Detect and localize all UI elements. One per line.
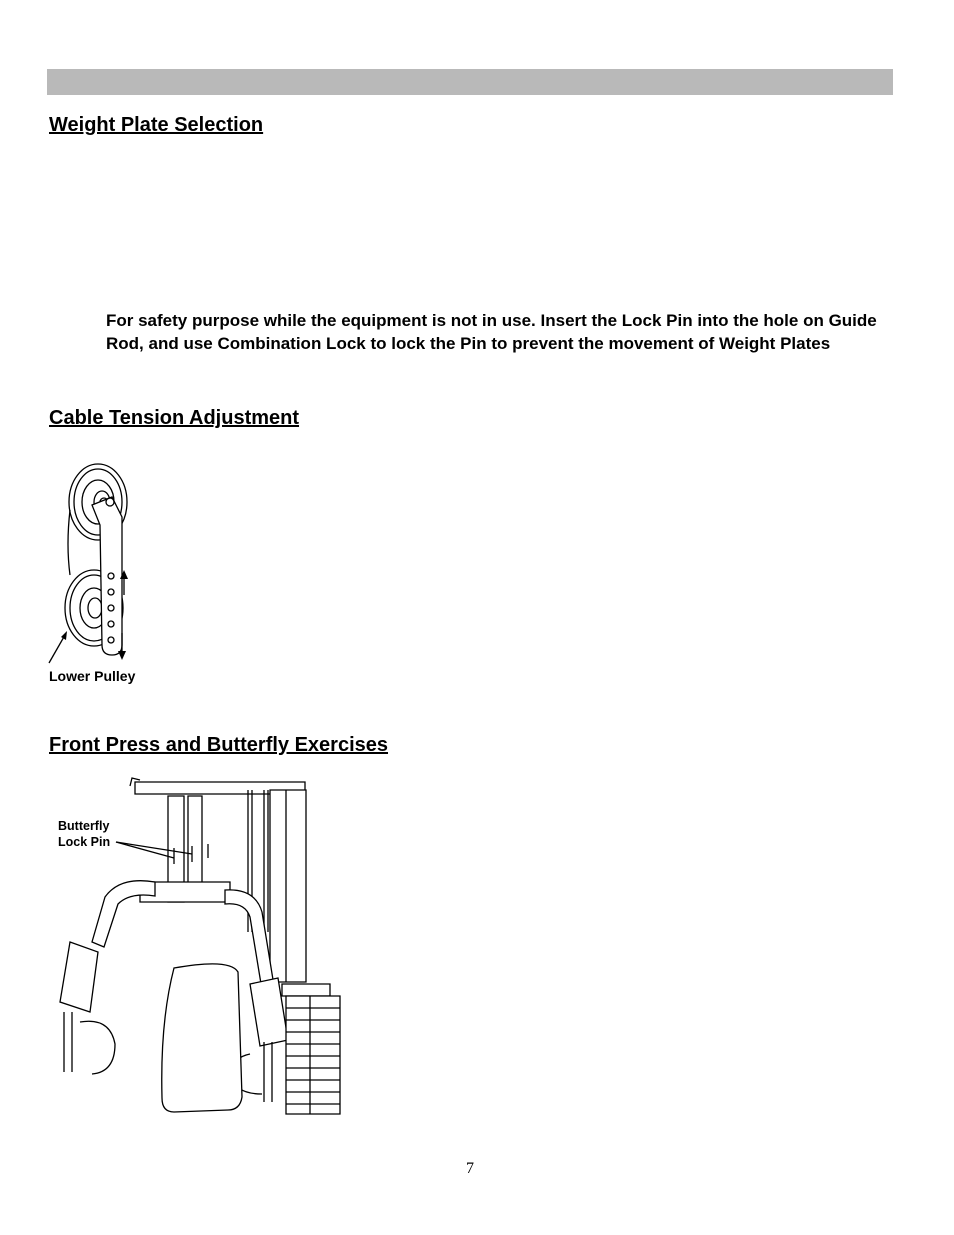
header-bar xyxy=(47,69,893,95)
butterfly-label-line1: Butterfly xyxy=(58,819,110,833)
butterfly-label-line2: Lock Pin xyxy=(58,835,111,849)
heading-front-press-butterfly: Front Press and Butterfly Exercises xyxy=(49,734,389,756)
safety-note: For safety purpose while the equipment is not in use. Insert the Lock Pin into the hole on Guide Rod, and use Combination Lock to lock the Pin to prevent the movement of Weight Plates xyxy=(106,311,877,353)
lower-pulley-label: Lower Pulley xyxy=(49,668,136,684)
page-number: 7 xyxy=(466,1160,474,1177)
heading-weight-plate-selection: Weight Plate Selection xyxy=(49,114,264,136)
heading-cable-tension-adjustment: Cable Tension Adjustment xyxy=(49,407,300,429)
butterfly-lock-pin-label xyxy=(58,818,110,850)
pulley-illustration xyxy=(40,455,150,670)
